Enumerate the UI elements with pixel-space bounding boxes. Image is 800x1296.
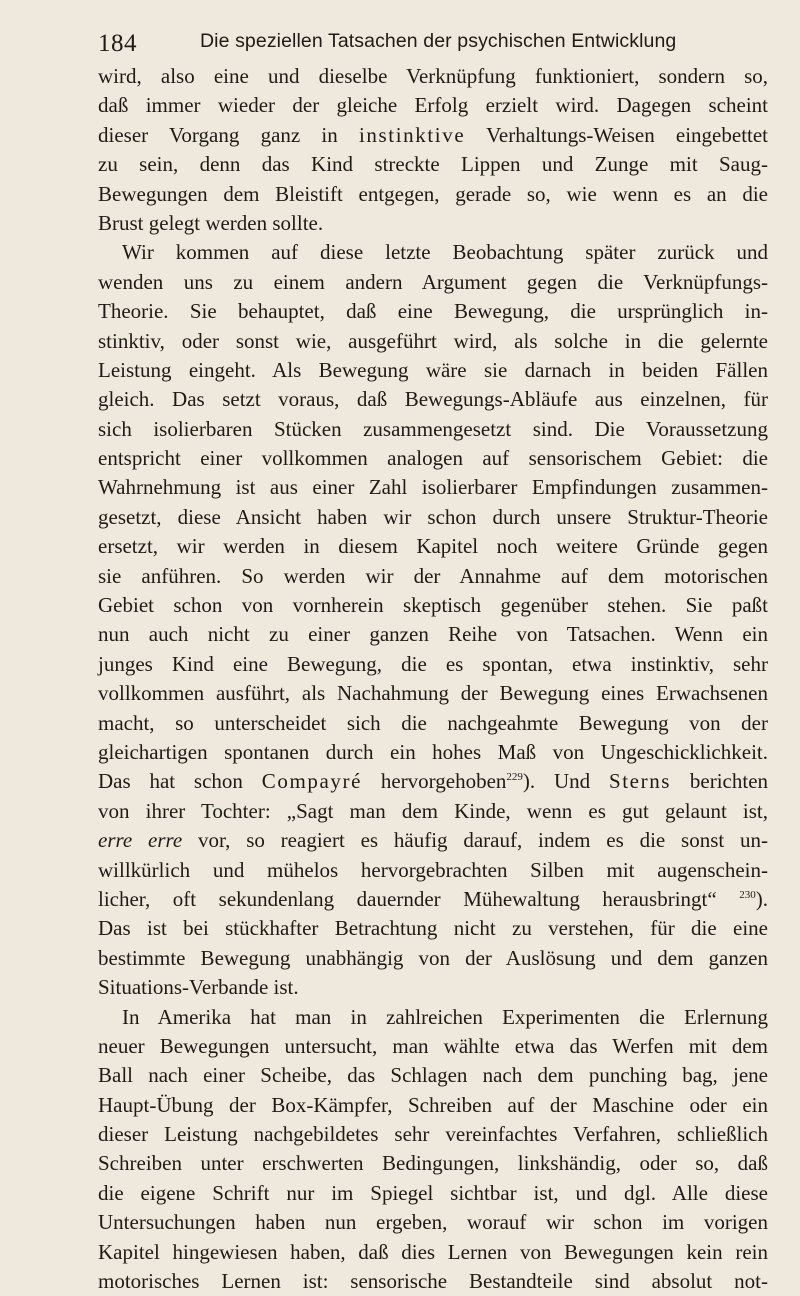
author-sterns: Sterns: [608, 769, 672, 794]
text-line: vollkommen ausführt, als Nachahmung der Bewegung eines Erwachsenen: [98, 681, 768, 706]
text-line: macht, so unterscheidet sich die nachgeahmte Bewegung von der: [98, 710, 768, 735]
text-run: Verhaltungs-Weisen eingebettet: [486, 122, 769, 147]
paragraph-start: Wir kommen auf diese letzte Beobachtung später zurück und: [122, 240, 768, 265]
text-line: Wahrnehmung ist aus einer Zahl isolierbarer Empfindungen zusammen-: [98, 475, 768, 500]
text-line: wird, also eine und dieselbe Verknüpfung funktioniert, sondern so,: [98, 64, 768, 88]
text-line: Brust gelegt werden sollte.: [98, 210, 324, 235]
text-line: [98, 885, 768, 914]
text-line: sie anführen. So werden wir der Annahme auf dem motorischen: [98, 563, 768, 588]
text-run: hervorgehoben: [380, 769, 507, 794]
text-line: Situations-Verbande ist.: [98, 975, 299, 1000]
footnote-ref: 230: [739, 888, 756, 901]
paragraph-start: In Amerika hat man in zahlreichen Experimenten die Erlernung: [122, 1004, 768, 1029]
italic-phrase: erre erre: [98, 828, 183, 853]
text-line: Kapitel hingewiesen haben, daß dies Lernen von Bewegungen kein rein: [98, 1239, 768, 1264]
running-title: Die speziellen Tatsachen der psychischen Entwicklung: [200, 30, 677, 52]
text-line: entspricht einer vollkommen analogen auf sensorischem Gebiet: die: [98, 446, 768, 471]
text-line: willkürlich und mühelos hervorgebrachten Silben mit augenschein-: [98, 857, 768, 882]
text-line: Bewegungen dem Bleistift entgegen, gerade so, wie wenn es an die: [98, 181, 768, 206]
text-line: wenden uns zu einem andern Argument gegen die Verknüpfungs-: [98, 269, 768, 294]
text-line: Ball nach einer Scheibe, das Schlagen nach dem punching bag, jene: [98, 1063, 768, 1088]
text-line: [98, 121, 768, 150]
text-run: berichten: [689, 769, 769, 794]
running-head: [98, 28, 768, 62]
text-line: junges Kind eine Bewegung, die es spontan, etwa instinktiv, sehr: [98, 651, 768, 676]
text-line: gesetzt, diese Ansicht haben wir schon durch unsere Struktur-Theorie: [98, 504, 768, 529]
text-run: ). Und: [522, 769, 591, 794]
text-line: Leistung eingeht. Als Bewegung wäre sie darnach in beiden Fällen: [98, 357, 768, 382]
text-line: Untersuchungen haben nun ergeben, worauf wir schon im vorigen: [98, 1210, 768, 1235]
text-line: ersetzt, wir werden in diesem Kapitel noch weitere Gründe gegen: [98, 534, 768, 559]
text-line: Haupt-Übung der Box-Kämpfer, Schreiben auf der Maschine oder ein: [98, 1092, 768, 1117]
body-text: [98, 62, 768, 1296]
emphasis-instinktive: instinktive: [358, 122, 466, 147]
text-line: Schreiben unter erschwerten Bedingungen, linkshändig, oder so, daß: [98, 1151, 768, 1176]
text-line: Gebiet schon von vornherein skeptisch gegenüber stehen. Sie paßt: [98, 593, 768, 618]
text-run: ).: [755, 886, 768, 911]
author-compayre: Compayré: [261, 769, 363, 794]
text-line: gleich. Das setzt voraus, daß Bewegungs-Abläufe aus einzelnen, für: [98, 387, 768, 412]
text-line: gleichartigen spontanen durch ein hohes Maß von Ungeschicklichkeit.: [98, 739, 768, 764]
text-line: stinktiv, oder sonst wie, ausgeführt wird, als solche in die gelernte: [98, 328, 768, 353]
text-line: [98, 826, 768, 855]
text-run: dieser Vorgang ganz in: [98, 122, 338, 147]
text-line: Das ist bei stückhafter Betrachtung nicht zu verstehen, für die eine: [98, 916, 768, 941]
text-line: Theorie. Sie behauptet, daß eine Bewegung, die ursprünglich in-: [98, 299, 768, 324]
text-line: von ihrer Tochter: „Sagt man dem Kinde, wenn es gut gelaunt ist,: [98, 798, 768, 823]
text-line: die eigene Schrift nur im Spiegel sichtbar ist, und dgl. Alle diese: [98, 1180, 768, 1205]
text-line: sich isolierbaren Stücken zusammengesetzt sind. Die Voraussetzung: [98, 416, 768, 441]
text-line: zu sein, denn das Kind streckte Lippen und Zunge mit Saug-: [98, 152, 768, 177]
footnote-ref: 229: [506, 771, 523, 784]
text-run: Das hat schon: [98, 769, 243, 794]
text-line: nun auch nicht zu einer ganzen Reihe von Tatsachen. Wenn ein: [98, 622, 768, 647]
text-run: vor, so reagiert es häufig darauf, indem es die sonst un-: [198, 828, 768, 853]
text-line: [98, 767, 768, 796]
text-run: licher, oft sekundenlang dauernder Mühewaltung herausbringt“: [98, 886, 717, 911]
text-line: neuer Bewegungen untersucht, man wählte etwa das Werfen mit dem: [98, 1033, 768, 1058]
text-line: daß immer wieder der gleiche Erfolg erzielt wird. Dagegen scheint: [98, 93, 768, 118]
text-line: bestimmte Bewegung unabhängig von der Auslösung und dem ganzen: [98, 945, 768, 970]
text-line: dieser Leistung nachgebildetes sehr vereinfachtes Verfahren, schließlich: [98, 1122, 768, 1147]
page-number: 184: [98, 30, 137, 57]
text-line: motorisches Lernen ist: sensorische Bestandteile sind absolut not-: [98, 1269, 768, 1294]
